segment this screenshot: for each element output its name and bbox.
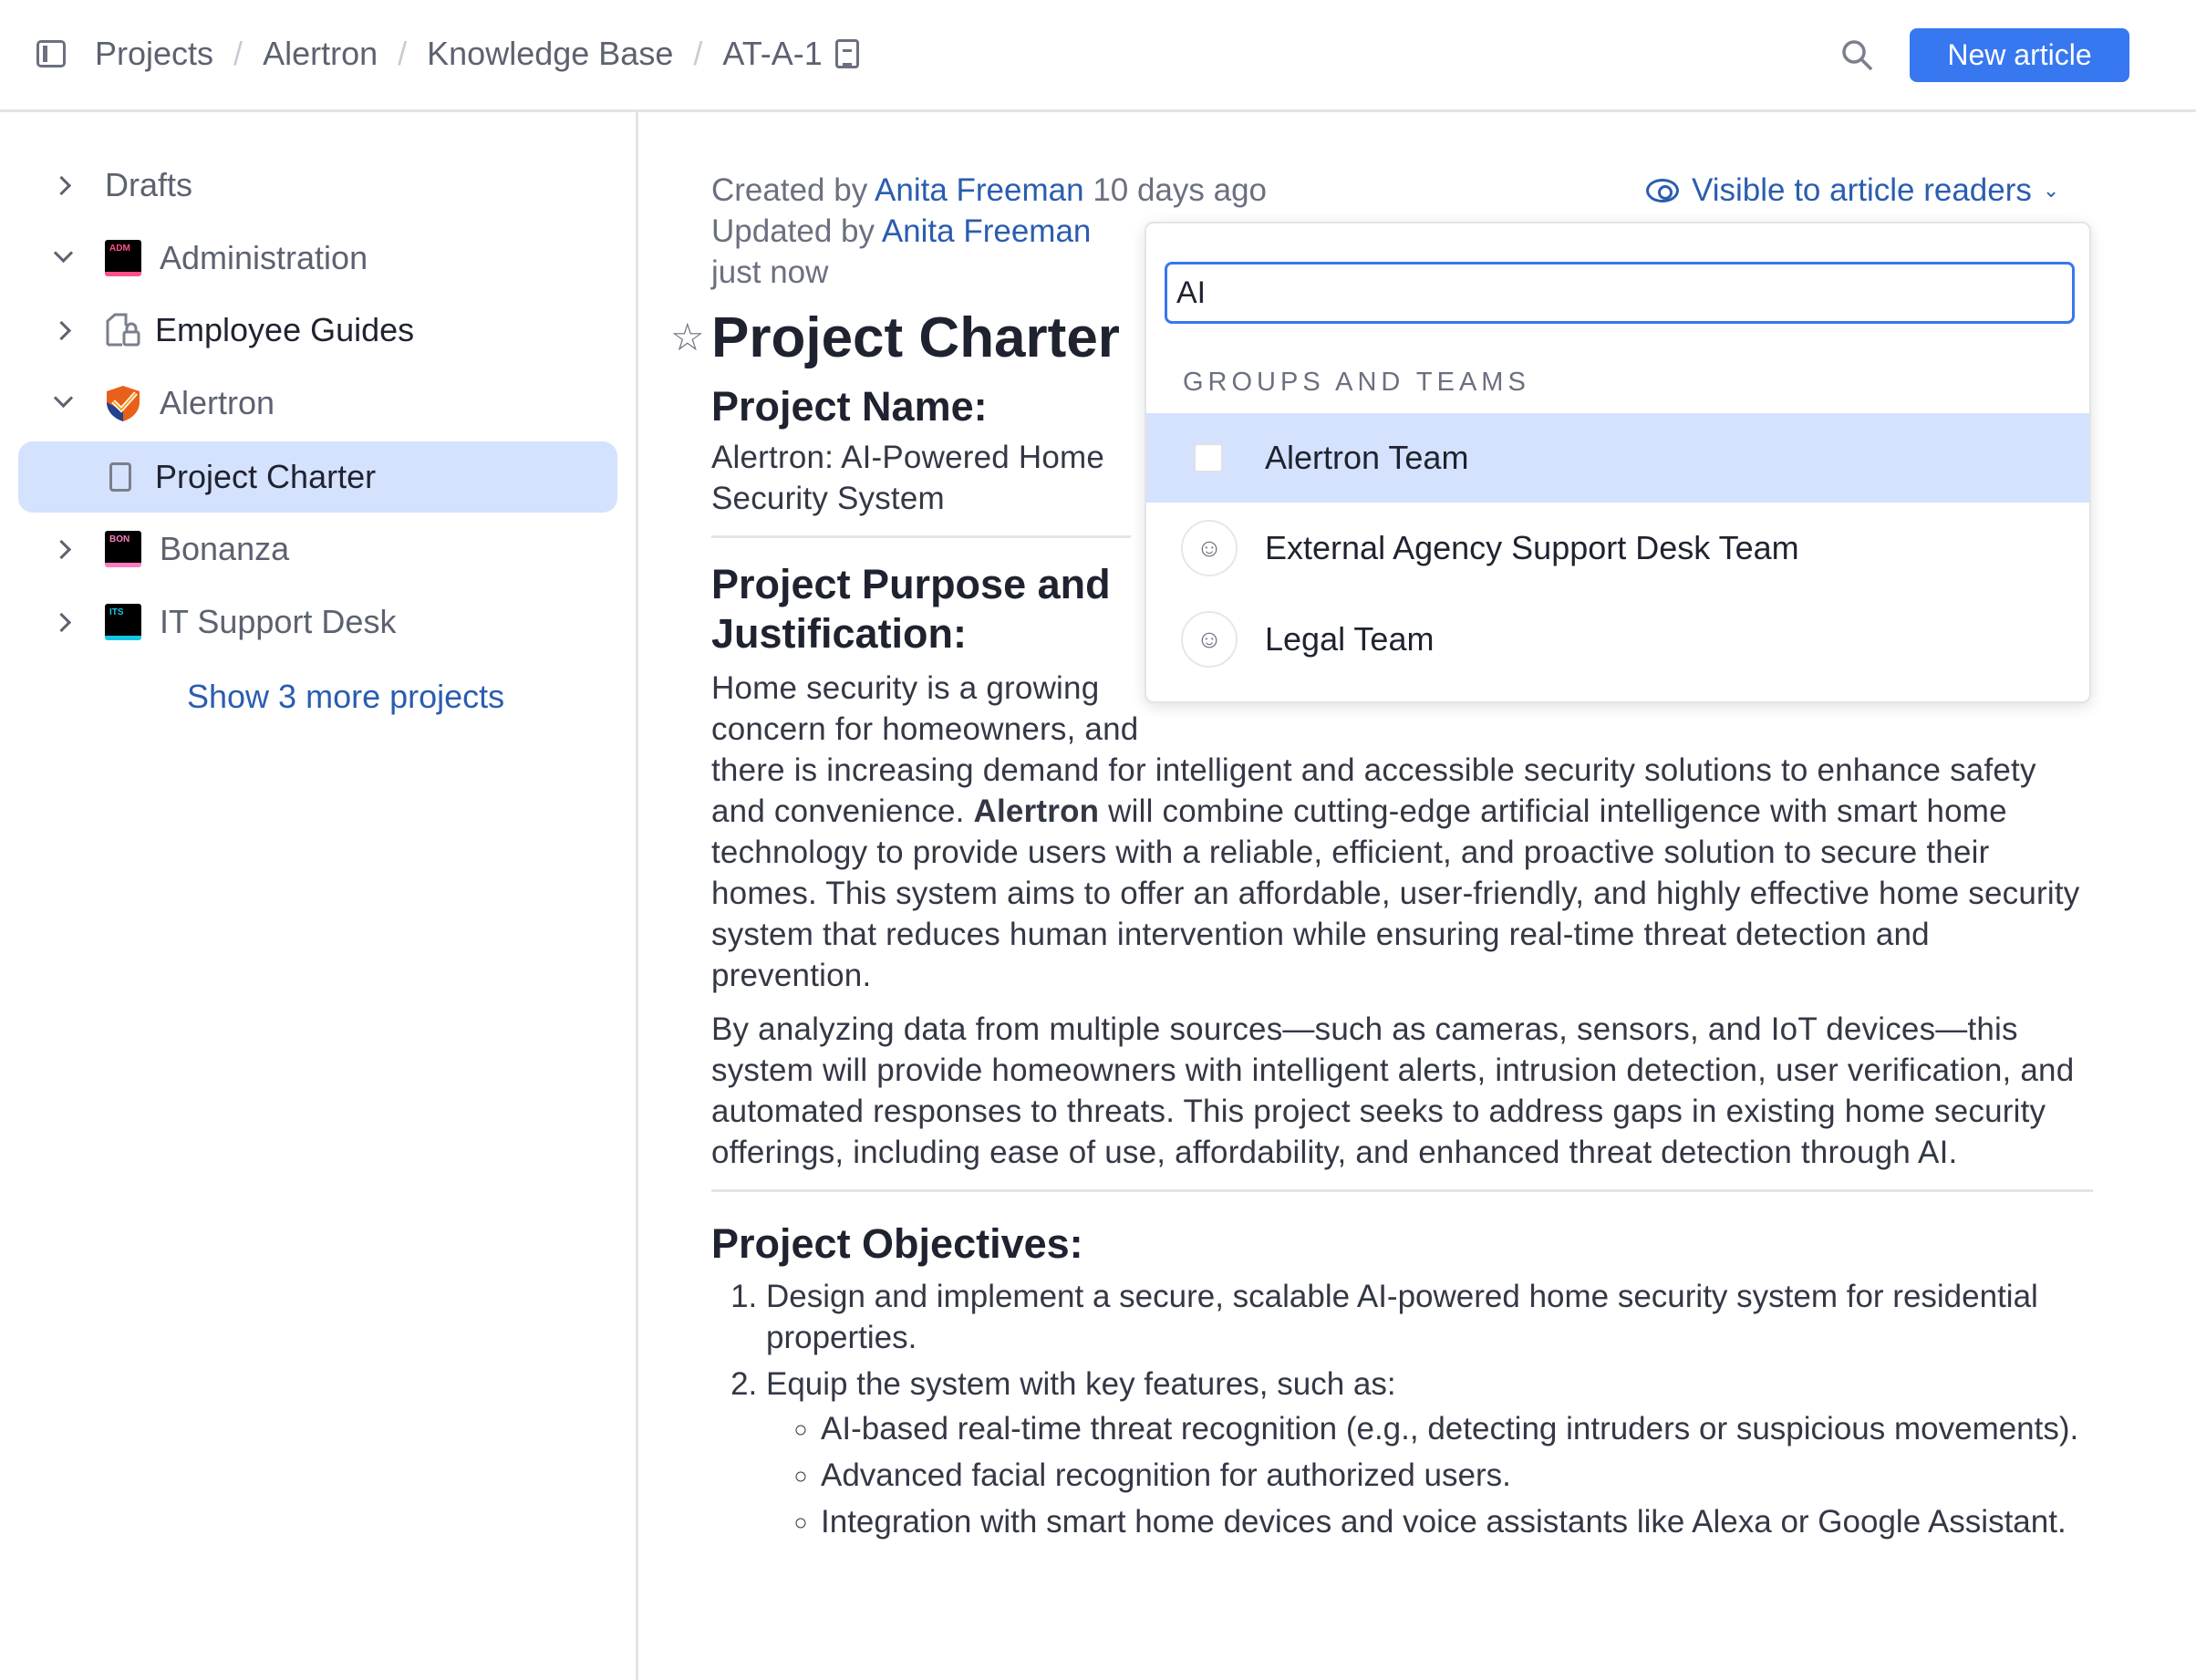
list-item: ◦ Integration with smart home devices and voice assistants like Alexa or Google Assistant.: [821, 1501, 2093, 1542]
alertron-logo-icon: [105, 384, 141, 422]
group-section-label: GROUPS AND TEAMS: [1183, 368, 1530, 397]
paragraph-bold: Alertron: [973, 793, 1100, 829]
option-label: Legal Team: [1265, 620, 1435, 658]
features-list: [766, 1408, 2093, 1542]
breadcrumb-separator: /: [398, 35, 408, 72]
chevron-down-icon: ⌄: [2042, 179, 2060, 202]
chevron-right-icon[interactable]: [53, 612, 73, 632]
sidebar-item-it-support-desk[interactable]: [18, 586, 617, 658]
sidebar: [0, 112, 638, 1680]
paragraph: By analyzing data from multiple sources—such as cameras, sensors, and IoT devices—this system will provide homeowners with intelligent alerts, intrusion detection, user verification, and automated responses to threats. This project seeks to address gaps in existing home security offerings, including ease of use, affordability, and enhanced threat detection through AI.: [711, 1011, 2075, 1170]
page-title: Project Charter: [711, 306, 1120, 369]
list-item-text: Equip the system with key features, such as:: [766, 1366, 1396, 1402]
top-bar: [0, 0, 2196, 112]
option-alertron-team[interactable]: [1146, 413, 2089, 503]
document-icon: [109, 462, 131, 492]
paragraph-text: will combine cutting-edge artificial intelligence with smart home technology to provide users with a reliable, efficient, and proactive solution to secure their homes. This system aims to offer an affordable, user-friendly, and highly effective home security system that reduces human intervention while ensuring real-time threat detection and prevention.: [711, 793, 2080, 993]
created-label: Created by: [711, 172, 868, 208]
section-heading: Project Purpose and Justification:: [711, 561, 1111, 657]
group-icon: ☺: [1181, 611, 1238, 668]
created-time: 10 days ago: [1093, 172, 1268, 208]
paragraph-text: Home security is a growing concern for homeowners, and there is increasing demand for intelligent and accessible security solutions to enhance safety and convenience.: [711, 670, 2036, 829]
group-icon: ☺: [1181, 520, 1238, 576]
visibility-picker-popover: [1145, 222, 2091, 703]
sidebar-item-label: Employee Guides: [155, 311, 415, 348]
list-item: [766, 1364, 2093, 1542]
sidebar-item-label: Drafts: [105, 166, 193, 203]
author-link[interactable]: Anita Freeman: [875, 172, 1084, 208]
sidebar-item-label: IT Support Desk: [160, 603, 397, 640]
copy-icon[interactable]: [835, 39, 859, 68]
breadcrumb-separator: /: [693, 35, 703, 72]
chevron-right-icon[interactable]: [53, 539, 73, 559]
locked-document-icon: [105, 312, 141, 348]
chevron-down-icon[interactable]: [53, 393, 73, 413]
objectives-list: [711, 1276, 2093, 1542]
show-more-projects-link[interactable]: Show 3 more projects: [187, 678, 505, 715]
breadcrumb-knowledge-base[interactable]: Knowledge Base: [427, 35, 674, 72]
project-badge-bon: BON: [105, 531, 141, 567]
sidebar-toggle-icon[interactable]: [36, 40, 66, 67]
option-legal-team[interactable]: [1146, 595, 2089, 684]
sidebar-item-employee-guides[interactable]: [18, 295, 617, 366]
section-heading: Project Objectives:: [711, 1220, 1083, 1267]
sidebar-item-alertron[interactable]: [18, 368, 617, 439]
list-item: 1. Design and implement a secure, scalable AI-powered home security system for residential properties.: [766, 1276, 2093, 1358]
paragraph: [711, 668, 2093, 996]
sidebar-item-administration[interactable]: [18, 223, 617, 294]
breadcrumb-projects[interactable]: Projects: [95, 35, 214, 72]
option-external-agency-support-desk-team[interactable]: [1146, 503, 2089, 593]
breadcrumb-separator: /: [233, 35, 243, 72]
option-label: Alertron Team: [1265, 439, 1469, 476]
option-label: External Agency Support Desk Team: [1265, 529, 1799, 566]
chevron-down-icon[interactable]: [53, 248, 73, 268]
sidebar-item-label: Alertron: [160, 384, 275, 421]
breadcrumb-alertron[interactable]: Alertron: [263, 35, 378, 72]
chevron-right-icon[interactable]: [53, 320, 73, 340]
project-badge-its: ITS: [105, 604, 141, 640]
chevron-right-icon[interactable]: [53, 175, 73, 195]
visibility-dropdown[interactable]: [1646, 170, 2059, 211]
project-name: Alertron: AI-Powered Home Security System: [711, 440, 1105, 516]
new-article-button[interactable]: New article: [1910, 28, 2129, 82]
star-icon[interactable]: ☆: [670, 316, 705, 358]
updated-time: just now: [711, 254, 829, 290]
breadcrumb: [36, 35, 859, 73]
sidebar-item-label: Bonanza: [160, 530, 290, 567]
list-item: ◦ Advanced facial recognition for authorized users.: [821, 1455, 2093, 1496]
author-link[interactable]: Anita Freeman: [881, 213, 1092, 249]
sidebar-item-bonanza[interactable]: [18, 513, 617, 585]
checkbox[interactable]: [1194, 443, 1223, 472]
list-item: ◦ AI-based real-time threat recognition (e.g., detecting intruders or suspicious movements).: [821, 1408, 2093, 1449]
updated-label: Updated by: [711, 213, 875, 249]
divider: [711, 1189, 2093, 1192]
group-search-input[interactable]: [1165, 262, 2075, 324]
sidebar-item-project-charter[interactable]: [18, 441, 617, 513]
breadcrumb-article-id: AT-A-1: [722, 35, 823, 72]
sidebar-item-label: Administration: [160, 239, 368, 276]
section-heading: Project Name:: [711, 383, 988, 430]
sidebar-item-label: Project Charter: [155, 458, 377, 495]
visibility-label: Visible to article readers: [1692, 172, 2032, 208]
project-badge-adm: ADM: [105, 240, 141, 276]
divider: [711, 535, 1131, 538]
eye-icon: [1646, 179, 1679, 202]
sidebar-item-drafts[interactable]: [18, 150, 617, 221]
search-icon[interactable]: [1840, 38, 1873, 71]
